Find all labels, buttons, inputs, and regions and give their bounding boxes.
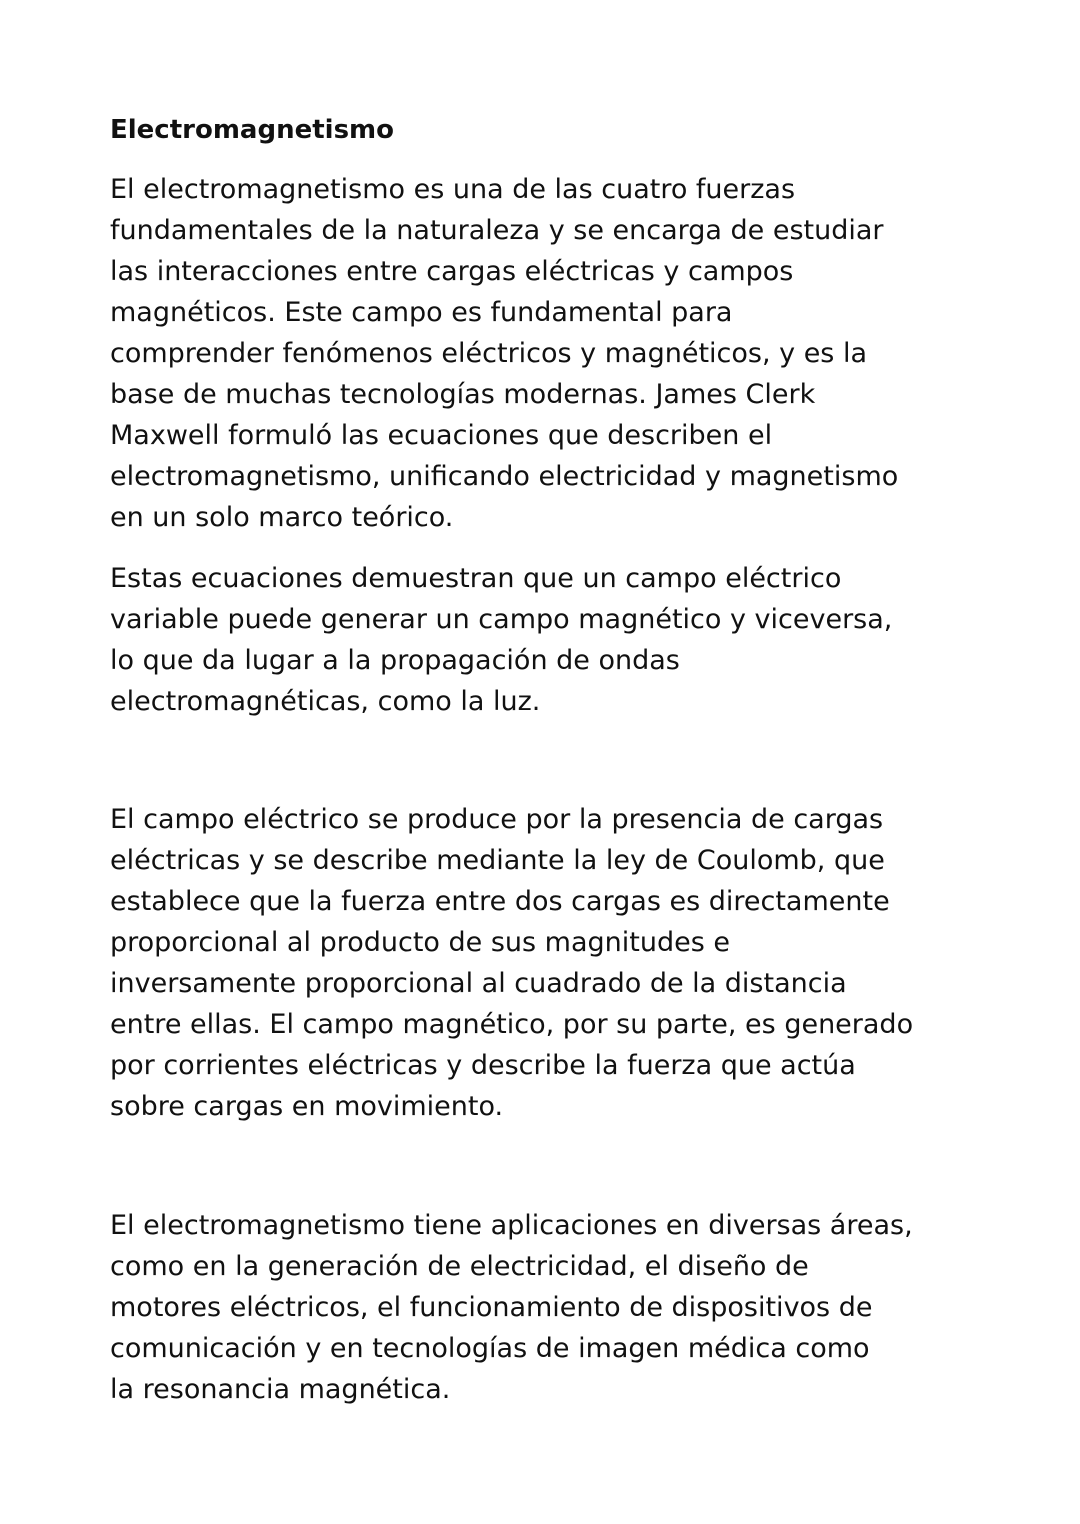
text-line: la resonancia magnética. bbox=[110, 1374, 451, 1405]
text-line: electromagnéticas, como la luz. bbox=[110, 686, 541, 717]
text-line: Estas ecuaciones demuestran que un campo eléctrico bbox=[110, 563, 842, 594]
text-line: establece que la fuerza entre dos cargas es directamente bbox=[110, 886, 890, 917]
text-line: eléctricas y se describe mediante la ley de Coulomb, que bbox=[110, 845, 885, 876]
text-line: por corrientes eléctricas y describe la fuerza que actúa bbox=[110, 1050, 856, 1081]
text-line: El campo eléctrico se produce por la presencia de cargas bbox=[110, 804, 884, 835]
text-line: El electromagnetismo es una de las cuatro fuerzas bbox=[110, 174, 796, 205]
text-line: electromagnetismo, unificando electricidad y magnetismo bbox=[110, 461, 899, 492]
text-line: lo que da lugar a la propagación de ondas bbox=[110, 645, 680, 676]
text-line: variable puede generar un campo magnético y viceversa, bbox=[110, 604, 893, 635]
text-line: magnéticos. Este campo es fundamental para bbox=[110, 297, 733, 328]
text-line: motores eléctricos, el funcionamiento de dispositivos de bbox=[110, 1292, 873, 1323]
text-line: fundamentales de la naturaleza y se encarga de estudiar bbox=[110, 215, 884, 246]
paragraph-intro bbox=[110, 169, 898, 538]
text-line: base de muchas tecnologías modernas. James Clerk bbox=[110, 379, 816, 410]
text-line: como en la generación de electricidad, el diseño de bbox=[110, 1251, 809, 1282]
text-line: El electromagnetismo tiene aplicaciones en diversas áreas, bbox=[110, 1210, 913, 1241]
text-line: proporcional al producto de sus magnitudes e bbox=[110, 927, 730, 958]
paragraph-electric-magnetic-fields bbox=[110, 799, 913, 1127]
text-line: las interacciones entre cargas eléctricas y campos bbox=[110, 256, 794, 287]
document-title: Electromagnetismo bbox=[110, 115, 394, 145]
text-line: comunicación y en tecnologías de imagen médica como bbox=[110, 1333, 870, 1364]
text-line: sobre cargas en movimiento. bbox=[110, 1091, 504, 1122]
text-line: en un solo marco teórico. bbox=[110, 502, 454, 533]
text-line: entre ellas. El campo magnético, por su parte, es generado bbox=[110, 1009, 914, 1040]
paragraph-maxwell-equations bbox=[110, 558, 892, 722]
text-line: inversamente proporcional al cuadrado de la distancia bbox=[110, 968, 847, 999]
text-line: comprender fenómenos eléctricos y magnéticos, y es la bbox=[110, 338, 868, 369]
paragraph-applications bbox=[110, 1205, 913, 1410]
text-line: Maxwell formuló las ecuaciones que describen el bbox=[110, 420, 773, 451]
